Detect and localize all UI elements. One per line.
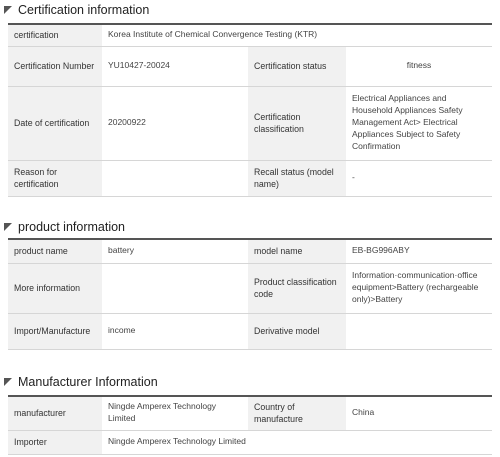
importer-label: Importer [8,430,102,454]
more-info-label: More information [8,263,102,313]
section-triangle-icon [4,223,12,231]
product-name-value: battery [102,239,248,263]
product-name-label: product name [8,239,102,263]
manufacturer-title: Manufacturer Information [18,375,158,389]
recall-label: Recall status (model name) [248,160,346,196]
date-value: 20200922 [102,86,248,160]
classification-label: Certification classification [248,86,346,160]
table-row [8,313,492,349]
table-row [8,396,492,430]
product-table [8,238,492,350]
section-triangle-icon [4,6,12,14]
model-name-label: model name [248,239,346,263]
table-row [8,263,492,313]
manufacturer-value: Ningde Amperex Technology Limited [102,396,248,430]
reason-value [102,160,248,196]
table-row [8,239,492,263]
manufacturer-table [8,395,492,455]
classification-code-label: Product classification code [248,263,346,313]
country-label: Country of manufacture [248,396,346,430]
classification-code-value: Information·communication·office equipment>Battery (rechargeable only)>Battery [346,263,492,313]
recall-value: - [346,160,492,196]
derivative-label: Derivative model [248,313,346,349]
section-triangle-icon [4,378,12,386]
date-label: Date of certification [8,86,102,160]
certification-header [4,0,149,20]
certification-title: Certification information [18,3,150,17]
table-row [8,430,492,454]
importer-value: Ningde Amperex Technology Limited [102,430,492,454]
model-name-value: EB-BG996ABY [346,239,492,263]
manufacturer-label: manufacturer [8,396,102,430]
import-value: income [102,313,248,349]
table-row [8,46,492,86]
reason-label: Reason for certification [8,160,102,196]
cert-status-value: fitness [346,46,492,86]
table-row [8,24,492,46]
manufacturer-header [4,372,158,392]
cert-status-label: Certification status [248,46,346,86]
country-value: China [346,396,492,430]
cert-number-label: Certification Number [8,46,102,86]
certification-table [8,23,492,197]
classification-value: Electrical Appliances and Household Appliances Safety Management Act> Electrical Appliances Subject to Safety Confirmation [346,86,492,160]
product-header [4,217,125,237]
product-title: product information [18,220,126,234]
derivative-value [346,313,492,349]
more-info-value [102,263,248,313]
cert-number-value: YU10427-20024 [102,46,248,86]
table-row [8,86,492,160]
certification-label: certification [8,24,102,46]
certification-value: Korea Institute of Chemical Convergence Testing (KTR) [102,24,492,46]
import-label: Import/Manufacture [8,313,102,349]
table-row [8,160,492,196]
